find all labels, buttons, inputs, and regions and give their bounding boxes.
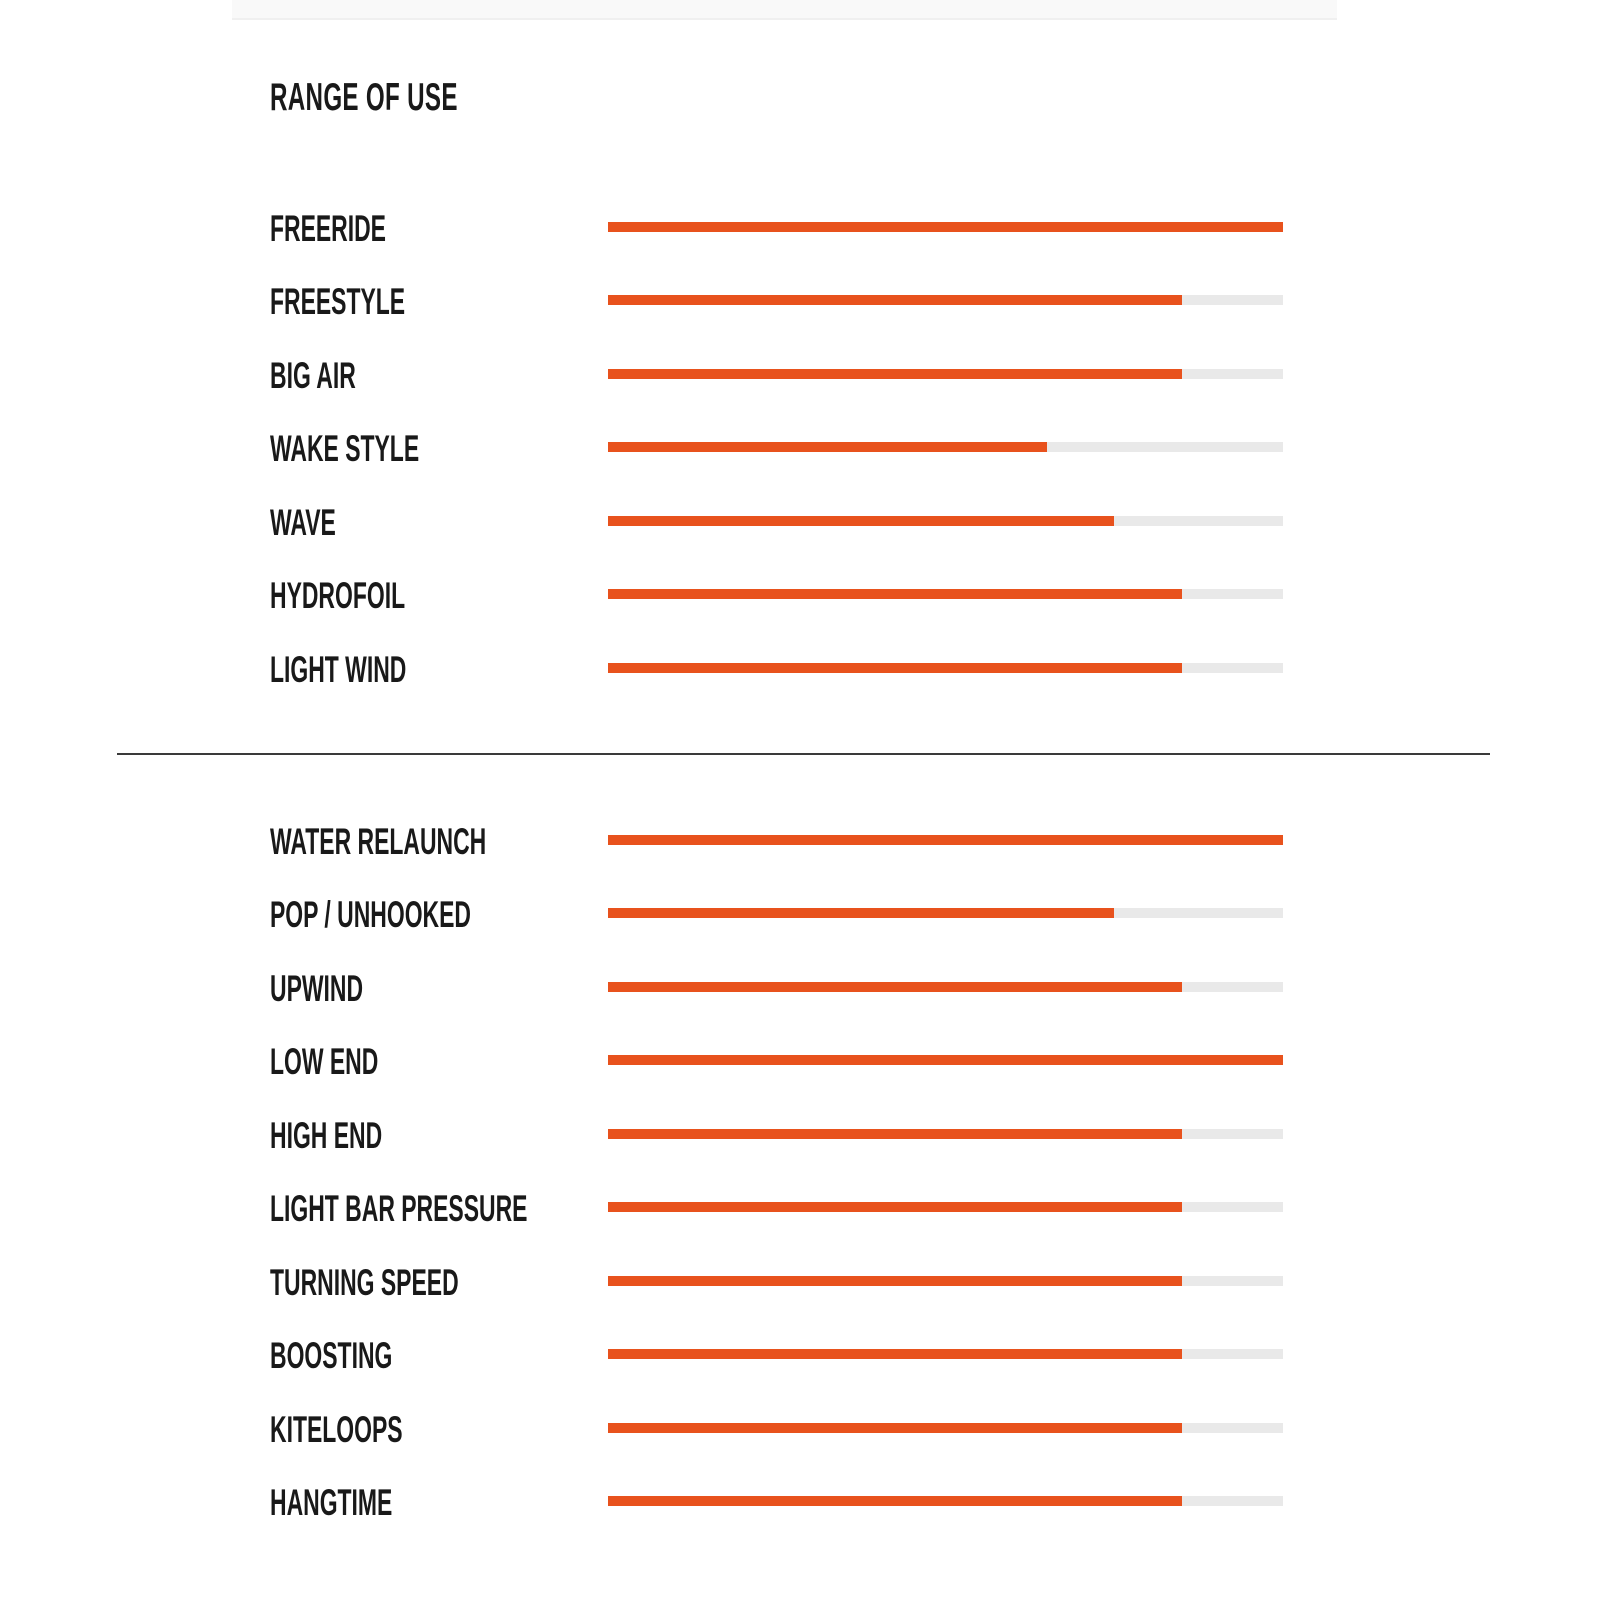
rating-row — [0, 558, 1600, 632]
rating-track — [608, 442, 1283, 452]
rating-label: BOOSTING — [270, 1335, 393, 1377]
discipline-ratings-section — [0, 190, 1600, 705]
rating-track — [608, 1349, 1283, 1359]
rating-track — [608, 663, 1283, 673]
previous-section-edge — [232, 0, 1337, 20]
performance-ratings-section — [0, 803, 1600, 1538]
rating-label: UPWIND — [270, 967, 364, 1009]
rating-row — [0, 337, 1600, 411]
rating-track — [608, 1496, 1283, 1506]
rating-label: LIGHT WIND — [270, 648, 407, 690]
rating-track — [608, 1423, 1283, 1433]
rating-row — [0, 803, 1600, 877]
rating-row — [0, 1465, 1600, 1539]
rating-bar-fill — [608, 222, 1283, 232]
rating-track — [608, 1129, 1283, 1139]
rating-track — [608, 222, 1283, 232]
rating-label: LIGHT BAR PRESSURE — [270, 1188, 528, 1230]
rating-bar-fill — [608, 1423, 1182, 1433]
rating-row — [0, 877, 1600, 951]
rating-label: POP / UNHOOKED — [270, 894, 471, 936]
rating-track — [608, 369, 1283, 379]
rating-bar-fill — [608, 982, 1182, 992]
rating-bar-fill — [608, 369, 1182, 379]
rating-bar-fill — [608, 516, 1114, 526]
rating-bar-fill — [608, 295, 1182, 305]
rating-row — [0, 190, 1600, 264]
rating-label: BIG AIR — [270, 354, 356, 396]
rating-label: HYDROFOIL — [270, 575, 406, 617]
rating-row — [0, 484, 1600, 558]
rating-bar-fill — [608, 908, 1114, 918]
rating-label: WAKE STYLE — [270, 428, 420, 470]
rating-row — [0, 1318, 1600, 1392]
rating-label: WATER RELAUNCH — [270, 820, 487, 862]
rating-row — [0, 950, 1600, 1024]
rating-label: HANGTIME — [270, 1482, 393, 1524]
rating-label: KITELOOPS — [270, 1408, 403, 1450]
rating-label: HIGH END — [270, 1114, 383, 1156]
rating-row — [0, 1024, 1600, 1098]
rating-track — [608, 908, 1283, 918]
rating-label: FREESTYLE — [270, 281, 406, 323]
rating-track — [608, 589, 1283, 599]
rating-row — [0, 631, 1600, 705]
rating-row — [0, 1171, 1600, 1245]
rating-row — [0, 1097, 1600, 1171]
rating-row — [0, 1244, 1600, 1318]
rating-label: FREERIDE — [270, 207, 386, 249]
rating-bar-fill — [608, 1276, 1182, 1286]
rating-bar-fill — [608, 589, 1182, 599]
rating-track — [608, 982, 1283, 992]
rating-bar-fill — [608, 1129, 1182, 1139]
rating-bar-fill — [608, 1202, 1182, 1212]
section-divider — [117, 753, 1490, 755]
rating-bar-fill — [608, 1055, 1283, 1065]
rating-row — [0, 264, 1600, 338]
rating-track — [608, 516, 1283, 526]
rating-label: LOW END — [270, 1041, 379, 1083]
rating-label: TURNING SPEED — [270, 1261, 459, 1303]
rating-track — [608, 295, 1283, 305]
rating-row — [0, 1391, 1600, 1465]
rating-label: WAVE — [270, 501, 336, 543]
rating-track — [608, 1055, 1283, 1065]
rating-row — [0, 411, 1600, 485]
rating-bar-fill — [608, 835, 1283, 845]
rating-track — [608, 1202, 1283, 1212]
rating-bar-fill — [608, 663, 1182, 673]
rating-track — [608, 1276, 1283, 1286]
rating-track — [608, 835, 1283, 845]
rating-bar-fill — [608, 442, 1047, 452]
rating-bar-fill — [608, 1496, 1182, 1506]
chart-title: RANGE OF USE — [270, 76, 458, 119]
rating-bar-fill — [608, 1349, 1182, 1359]
